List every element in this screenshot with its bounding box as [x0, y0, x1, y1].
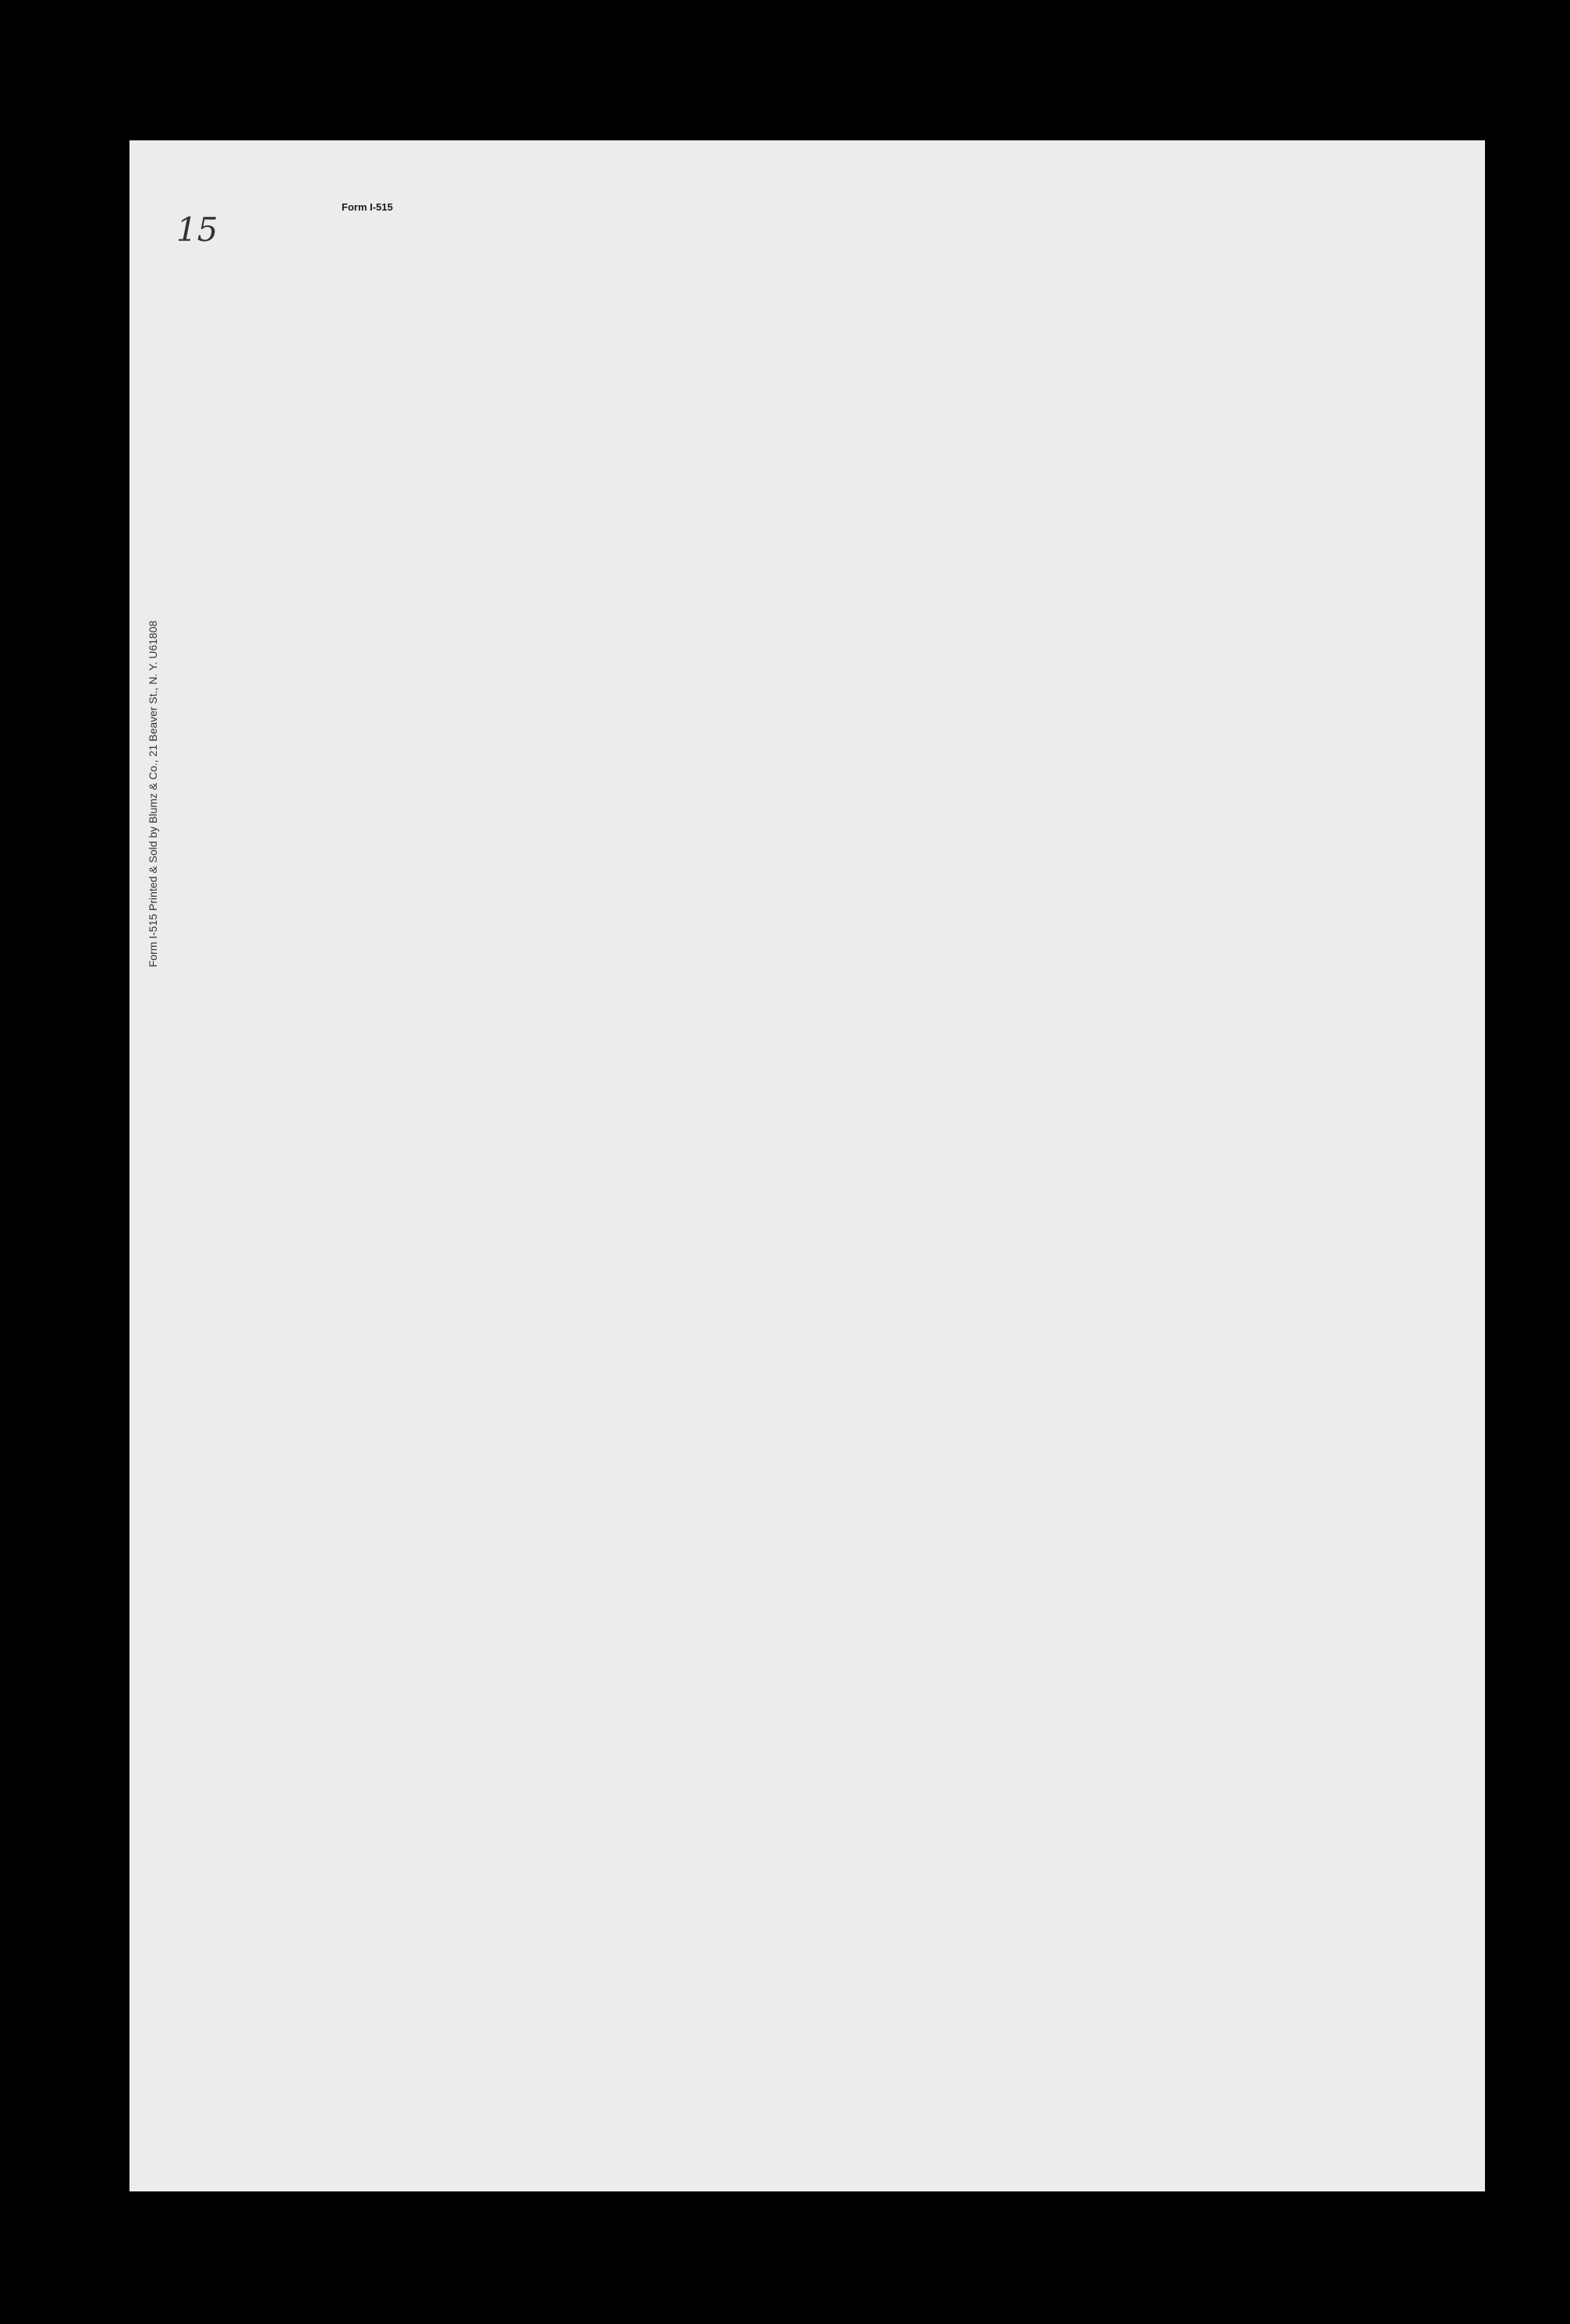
side-print: Form I-515 Printed & Sold by Blumz & Co., 21 Beaver St., N. Y. U61808 [147, 620, 159, 968]
manifest-sheet [129, 140, 1485, 2191]
form-number: Form I-515 [342, 201, 393, 213]
margin-note: 15 [176, 211, 218, 249]
